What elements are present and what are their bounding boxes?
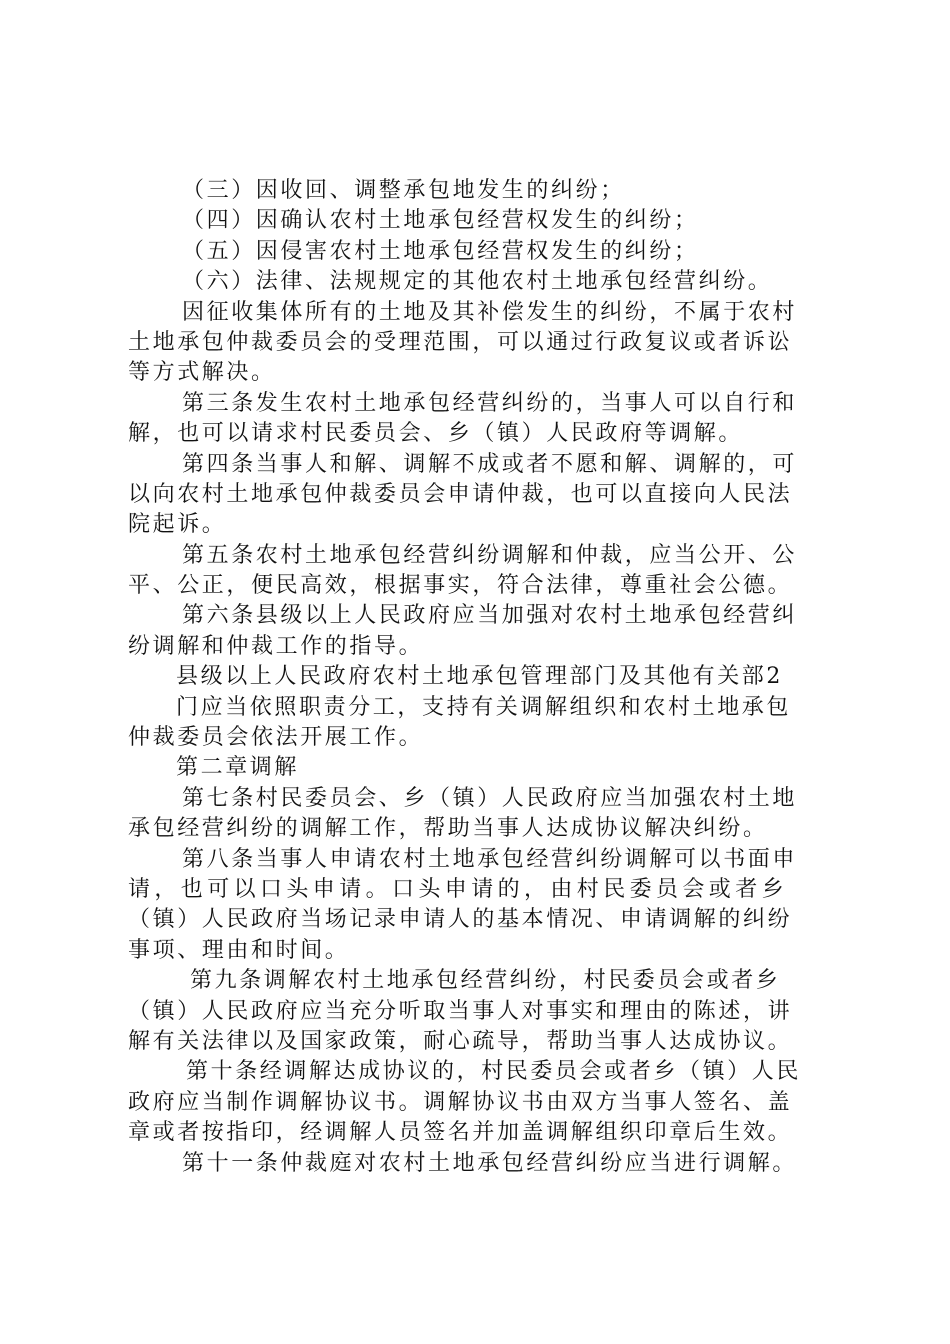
paragraph-line: 门应当依照职责分工，支持有关调解组织和农村土地承包 bbox=[176, 694, 792, 720]
article-5-line: 第五条农村土地承包经营纠纷调解和仲裁，应当公开、公 bbox=[182, 542, 798, 568]
article-11-line: 第十一条仲裁庭对农村土地承包经营纠纷应当进行调解。 bbox=[182, 1150, 798, 1176]
article-6-line: 纷调解和仲裁工作的指导。 bbox=[128, 633, 424, 659]
article-7-line: 承包经营纠纷的调解工作，帮助当事人达成协议解决纠纷。 bbox=[128, 816, 768, 842]
article-8-line: （镇）人民政府当场记录申请人的基本情况、申请调解的纠纷 bbox=[128, 907, 793, 933]
article-9-line: （镇）人民政府应当充分听取当事人对事实和理由的陈述，讲 bbox=[128, 998, 793, 1024]
document-body bbox=[128, 176, 834, 1179]
article-8-line: 事项、理由和时间。 bbox=[128, 937, 350, 963]
article-8-line: 第八条当事人申请农村土地承包经营纠纷调解可以书面申 bbox=[182, 846, 798, 872]
article-8-line: 请，也可以口头申请。口头申请的，由村民委员会或者乡 bbox=[128, 876, 789, 902]
article-9-line: 第九条调解农村土地承包经营纠纷，村民委员会或者乡 bbox=[190, 968, 781, 994]
article-4-line: 第四条当事人和解、调解不成或者不愿和解、调解的，可 bbox=[182, 451, 798, 477]
list-item-3: （三）因收回、调整承包地发生的纠纷； bbox=[182, 178, 625, 203]
article-7-line: 第七条村民委员会、乡（镇）人民政府应当加强农村土地 bbox=[182, 785, 798, 811]
article-10-line: 政府应当制作调解协议书。调解协议书由双方当事人签名、盖 bbox=[128, 1089, 793, 1115]
article-5-line: 平、公正，便民高效，根据事实，符合法律，尊重社会公德。 bbox=[128, 573, 793, 599]
paragraph-line: 等方式解决。 bbox=[128, 360, 276, 386]
chapter-heading: 第二章调解 bbox=[176, 755, 300, 781]
article-4-line: 院起诉。 bbox=[128, 512, 227, 538]
article-3-line: 解，也可以请求村民委员会、乡（镇）人民政府等调解。 bbox=[128, 421, 744, 447]
article-6-line: 第六条县级以上人民政府应当加强对农村土地承包经营纠 bbox=[182, 603, 798, 629]
list-item-4: （四）因确认农村土地承包经营权发生的纠纷； bbox=[182, 208, 699, 234]
paragraph-line: 土地承包仲裁委员会的受理范围，可以通过行政复议或者诉讼 bbox=[128, 329, 793, 355]
article-3-line: 第三条发生农村土地承包经营纠纷的，当事人可以自行和 bbox=[182, 390, 798, 416]
article-9-line: 解有关法律以及国家政策，耐心疏导，帮助当事人达成协议。 bbox=[128, 1028, 793, 1054]
paragraph-line: 仲裁委员会依法开展工作。 bbox=[128, 725, 424, 751]
paragraph-line: 因征收集体所有的土地及其补偿发生的纠纷，不属于农村 bbox=[182, 299, 798, 325]
paragraph-line: 县级以上人民政府农村土地承包管理部门及其他有关部2 bbox=[176, 664, 783, 690]
article-10-line: 章或者按指印，经调解人员签名并加盖调解组织印章后生效。 bbox=[128, 1120, 793, 1146]
article-4-line: 以向农村土地承包仲裁委员会申请仲裁，也可以直接向人民法 bbox=[128, 481, 793, 507]
article-10-line: 第十条经调解达成协议的，村民委员会或者乡（镇）人民 bbox=[186, 1059, 802, 1085]
list-item-6: （六）法律、法规规定的其他农村土地承包经营纠纷。 bbox=[182, 269, 773, 295]
list-item-5: （五）因侵害农村土地承包经营权发生的纠纷； bbox=[182, 238, 699, 264]
